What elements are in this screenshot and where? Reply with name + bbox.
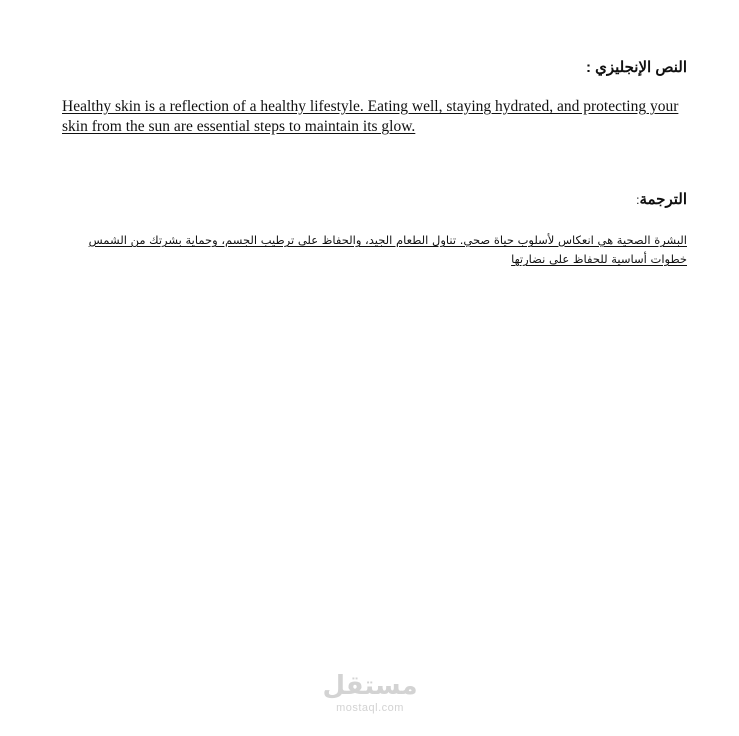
english-text-heading: النص الإنجليزي : <box>585 59 687 76</box>
translation-heading-colon: : <box>636 193 640 207</box>
watermark-url: mostaql.com <box>336 702 404 714</box>
translation-heading <box>636 190 687 208</box>
watermark-logo-arabic: مستقل <box>322 671 418 701</box>
translation-heading-label: الترجمة <box>639 191 687 208</box>
mostaql-watermark <box>318 670 422 715</box>
english-paragraph: Healthy skin is a reflection of a healthy lifestyle. Eating well, staying hydrated, and protecting your skin from the sun are essential steps to maintain its glow. <box>62 98 679 135</box>
arabic-translation-paragraph: البشرة الصحية هي انعكاس لأسلوب حياة صحي. تناول الطعام الجيد، والحفاظ على ترطيب الجسم، وحماية بشرتك من الشمس خطوات أساسية للحفاظ على نضارتها <box>88 233 687 266</box>
